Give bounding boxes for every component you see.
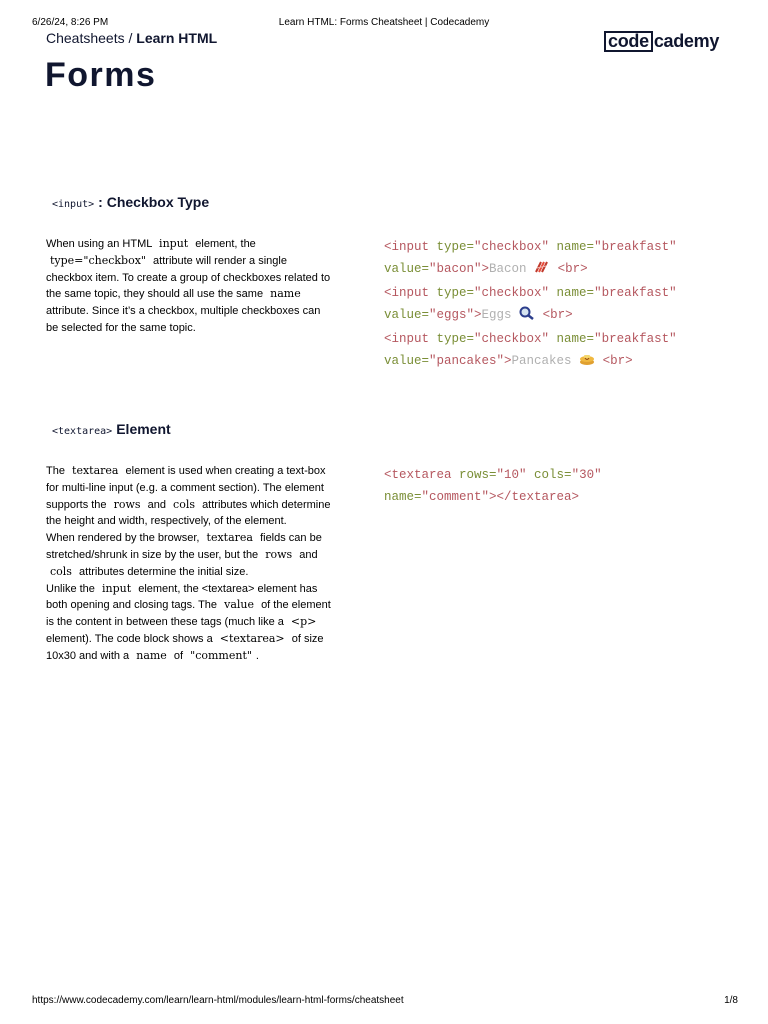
code-attr: name= [549, 286, 595, 300]
code-tag: <br> [550, 262, 588, 276]
code-string: "bacon" [429, 262, 482, 276]
inline-code: cols [50, 564, 72, 578]
code-attr: name= [549, 240, 595, 254]
textarea-code-block [384, 464, 724, 508]
code-string: "pancakes" [429, 354, 505, 368]
code-string: "checkbox" [474, 240, 550, 254]
checkbox-description [46, 236, 332, 337]
code-text: Eggs [481, 308, 520, 322]
inline-code: textarea [206, 531, 253, 545]
code-tag: <br> [595, 354, 633, 368]
prose-text: attributes determine the initial size. [79, 565, 249, 578]
prose-text: of size 10x30 and with a [46, 632, 324, 662]
textarea-paragraph-2 [46, 530, 332, 580]
checkbox-heading-text: : Checkbox Type [98, 194, 210, 210]
page-title: Forms [45, 56, 157, 94]
print-title: Learn HTML: Forms Cheatsheet | Codecademy [278, 17, 490, 28]
prose-text: element, the [195, 238, 256, 250]
code-string: "10" [496, 468, 527, 482]
prose-text: When rendered by the browser, [46, 532, 200, 545]
prose-text: attributes which determine the height and width, respectively, of the element. [46, 498, 331, 528]
textarea-paragraph-1 [46, 463, 332, 530]
prose-text: element, the <textarea> element has both opening and closing tags. The [46, 582, 318, 612]
inline-code: name [270, 287, 301, 301]
code-string: "breakfast" [594, 332, 677, 346]
prose-text: When using an HTML [46, 238, 152, 250]
code-tag: <input [384, 240, 430, 254]
code-string: "breakfast" [594, 286, 677, 300]
code-string: "comment" [421, 490, 490, 504]
code-attr: type= [429, 332, 475, 346]
prose-text: Unlike the [46, 582, 95, 595]
code-attr: rows= [451, 468, 497, 482]
code-string: "breakfast" [594, 240, 677, 254]
code-attr: value= [384, 262, 430, 276]
textarea-heading-code: <textarea> [52, 426, 113, 437]
code-attr: name= [384, 490, 422, 504]
checkbox-section-heading [52, 194, 209, 210]
prose-text: element). The code block shows a [46, 632, 213, 645]
code-attr: name= [549, 332, 595, 346]
textarea-heading-text: Element [116, 421, 171, 437]
logo-rest-text: cademy [653, 30, 720, 51]
checkbox-heading-code: <input> [52, 199, 95, 210]
inline-code: cols [173, 497, 195, 511]
textarea-paragraph-3 [46, 581, 332, 665]
inline-code: value [224, 598, 254, 612]
inline-code: rows [265, 547, 293, 561]
page-url: https://www.codecademy.com/learn/learn-html/modules/learn-html-forms/cheatsheet [32, 995, 404, 1006]
code-string: "checkbox" [474, 286, 550, 300]
inline-code: "comment" [190, 648, 252, 662]
prose-text: of the element is the content in between these tags (much like a [46, 599, 331, 629]
code-text: Pancakes [511, 354, 580, 368]
page-number: 1/8 [724, 995, 738, 1006]
inline-code: <textarea> [219, 631, 285, 645]
inline-code: textarea [72, 464, 119, 477]
code-tag: <input [384, 286, 430, 300]
inline-code: rows [113, 497, 141, 511]
code-string: "checkbox" [474, 332, 550, 346]
code-tag: > [504, 354, 512, 368]
prose-text: attribute will render a single checkbox item. To create a group of checkboxes related to the same topic, they should all use the same [46, 254, 331, 301]
code-tag: > [481, 262, 490, 276]
prose-text: of [173, 649, 184, 662]
code-tag: <textarea [384, 468, 452, 482]
prose-text: element is used when creating a text-box for multi-line input (e.g. a comment section). The element supports the [46, 465, 326, 511]
inline-code: input [101, 581, 132, 595]
magnifier-icon [519, 306, 535, 328]
prose-text: attribute. Since it’s a checkbox, multiple checkboxes can be selected for the same topic. [46, 305, 321, 334]
code-tag: ></textarea> [489, 490, 580, 504]
code-attr: value= [384, 354, 430, 368]
inline-code: name [136, 648, 167, 662]
prose-text: . [255, 649, 259, 662]
code-attr: cols= [526, 468, 572, 482]
logo-box-text: code [604, 31, 653, 52]
code-string: "eggs" [429, 308, 475, 322]
breadcrumb-root-link[interactable]: Cheatsheets [46, 30, 125, 46]
breadcrumb-current-link[interactable]: Learn HTML [136, 30, 218, 46]
textarea-section-heading [52, 421, 171, 437]
code-tag: > [474, 308, 482, 322]
textarea-description [46, 463, 332, 665]
prose-text: The [46, 465, 65, 477]
code-text: Bacon [489, 262, 535, 276]
prose-text: and [299, 548, 318, 561]
code-attr: type= [429, 286, 475, 300]
code-attr: type= [429, 240, 475, 254]
print-date: 6/26/24, 8:26 PM [32, 17, 109, 28]
code-tag: <input [384, 332, 430, 346]
prose-text: and [147, 498, 166, 511]
breadcrumb-separator: / [124, 30, 137, 46]
prose-text: fields can be stretched/shrunk in size by the user, but the [46, 532, 322, 561]
inline-code: input [159, 237, 189, 250]
code-attr: value= [384, 308, 430, 322]
breadcrumb [46, 30, 217, 46]
inline-code: <p> [290, 615, 317, 629]
checkbox-code-block [384, 236, 724, 374]
bacon-icon [534, 260, 550, 282]
code-tag: <br> [535, 308, 573, 322]
codecademy-logo[interactable] [604, 30, 719, 52]
pancakes-icon [579, 352, 595, 374]
code-string: "30" [571, 468, 602, 482]
inline-code: type="checkbox" [50, 253, 146, 267]
